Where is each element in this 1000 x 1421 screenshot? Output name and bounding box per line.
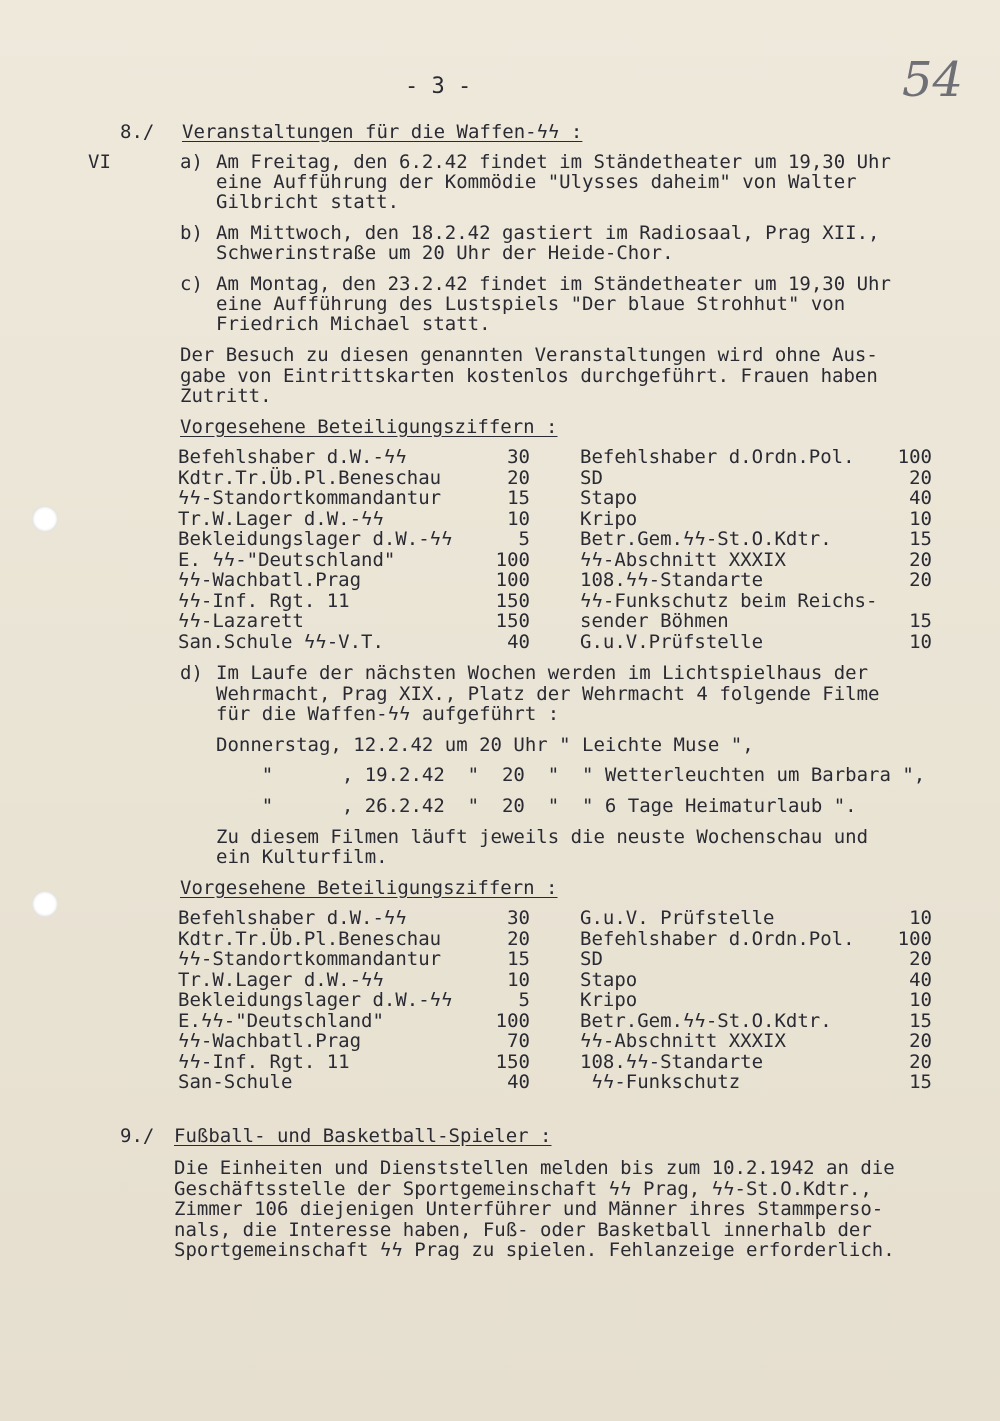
film-schedule-line: " , 26.2.42 " 20 " " 6 Tage Heimaturlaub ".: [216, 795, 857, 817]
table-row-label: Befehlshaber d.Ordn.Pol.: [580, 446, 855, 468]
item-a-label: a): [180, 151, 203, 173]
section8-number: 8./: [120, 121, 155, 143]
section9-line: Zimmer 106 diejenigen Unterführer und Männer ihres Stammperso-: [174, 1198, 884, 1220]
section9-heading: Fußball- und Basketball-Spieler :: [174, 1125, 552, 1147]
table-row-label: San-Schule: [178, 1071, 293, 1093]
table-row-value: 5: [518, 528, 530, 550]
table-row-value: 150: [495, 589, 530, 612]
table-row-label: Kdtr.Tr.Üb.Pl.Beneschau: [178, 927, 442, 950]
table-row-value: 20: [909, 569, 932, 591]
table-row-label: 108.ϟϟ-Standarte: [580, 1050, 764, 1073]
table-row-value: 15: [507, 948, 530, 970]
table-row-label: 108.ϟϟ-Standarte: [580, 569, 764, 591]
table-row-label: ϟϟ-Wachbatl.Prag: [178, 569, 362, 591]
visit-note-line: Der Besuch zu diesen genannten Veranstaltungen wird ohne Aus-: [180, 344, 878, 366]
section8-heading: Veranstaltungen für die Waffen-ϟϟ :: [182, 121, 583, 143]
table-row-label: ϟϟ-Funkschutz beim Reichs-: [580, 589, 878, 612]
section9-line: Die Einheiten und Dienststellen melden bis zum 10.2.1942 an die: [174, 1157, 895, 1179]
table-row-value: 10: [909, 907, 932, 929]
table-row-label: Tr.W.Lager d.W.-ϟϟ: [178, 968, 384, 991]
table-row-value: 20: [507, 927, 530, 950]
table-row-label: Befehlshaber d.W.-ϟϟ: [178, 446, 407, 468]
folio-number: 54: [902, 52, 964, 108]
table-row-value: 15: [909, 528, 932, 550]
table-row-value: 40: [507, 1071, 530, 1093]
item-c-line: Friedrich Michael statt.: [216, 313, 491, 335]
table-row-label: ϟϟ-Inf. Rgt. 11: [178, 1050, 350, 1073]
item-d-line: für die Waffen-ϟϟ aufgeführt :: [216, 703, 560, 725]
table-row-value: 10: [909, 507, 932, 530]
section9-number: 9./: [120, 1125, 155, 1147]
table-row-label: ϟϟ-Standortkommandantur: [178, 487, 442, 509]
table-row-label: Bekleidungslager d.W.-ϟϟ: [178, 528, 453, 550]
table-row-label: SD: [580, 466, 603, 489]
table-row-label: Stapo: [580, 968, 638, 991]
table-row-value: 20: [909, 466, 932, 489]
table-row-value: 10: [507, 968, 530, 991]
table-row-label: ϟϟ-Inf. Rgt. 11: [178, 589, 350, 612]
table-row-label: E. ϟϟ-"Deutschland": [178, 548, 396, 571]
table-row-label: Kdtr.Tr.Üb.Pl.Beneschau: [178, 466, 442, 489]
table-row-label: Kripo: [580, 507, 638, 530]
item-a-line: Gilbricht statt.: [216, 191, 400, 213]
table-row-value: 40: [909, 968, 932, 991]
table-row-label: ϟϟ-Wachbatl.Prag: [178, 1030, 362, 1052]
table-row-label: sender Böhmen: [580, 610, 729, 632]
film-schedule-line: Donnerstag, 12.2.42 um 20 Uhr " Leichte Muse ",: [216, 734, 754, 756]
table-row-value: 20: [909, 1030, 932, 1052]
table-row-value: 15: [909, 610, 932, 632]
table-row-label: G.u.V. Prüfstelle: [580, 907, 775, 929]
punch-hole-top: [32, 506, 58, 532]
table-row-label: ϟϟ-Abschnitt XXXIX: [580, 1030, 786, 1052]
item-b-line: Am Mittwoch, den 18.2.42 gastiert im Radiosaal, Prag XII.,: [216, 222, 880, 244]
table-row-value: 100: [897, 927, 932, 950]
table-row-value: 20: [909, 1050, 932, 1073]
table-row-value: 15: [909, 1009, 932, 1032]
table-row-value: 100: [495, 569, 530, 591]
visit-note-line: gabe von Eintrittskarten kostenlos durchgeführt. Frauen haben: [180, 365, 878, 387]
table-row-label: Stapo: [580, 487, 638, 509]
item-c-label: c): [180, 273, 203, 295]
table1-heading: Vorgesehene Beteiligungsziffern :: [180, 416, 558, 438]
table-row-value: 150: [495, 610, 530, 632]
table-row-value: 10: [909, 989, 932, 1011]
table-row-value: 100: [495, 1009, 530, 1032]
item-b-label: b): [180, 222, 203, 244]
item-b-line: Schwerinstraße um 20 Uhr der Heide-Chor.: [216, 242, 674, 264]
table-row-label: ϟϟ-Abschnitt XXXIX: [580, 548, 786, 571]
table-row-value: 20: [909, 948, 932, 970]
table-row-label: Befehlshaber d.W.-ϟϟ: [178, 907, 407, 929]
table-row-value: 30: [507, 446, 530, 468]
table-row-label: Bekleidungslager d.W.-ϟϟ: [178, 989, 453, 1011]
table-row-value: 100: [495, 548, 530, 571]
film-note-line: Zu diesem Filmen läuft jeweils die neuste Wochenschau und: [216, 826, 869, 848]
table-row-value: 20: [507, 466, 530, 489]
table-row-value: 70: [507, 1030, 530, 1052]
margin-note: VI: [88, 151, 111, 173]
table-row-label: SD: [580, 948, 603, 970]
item-d-label: d): [180, 662, 203, 684]
table-row-label: Betr.Gem.ϟϟ-St.O.Kdtr.: [580, 1009, 832, 1032]
table2-heading: Vorgesehene Beteiligungsziffern :: [180, 877, 558, 899]
table-row-value: 20: [909, 548, 932, 571]
visit-note-line: Zutritt.: [180, 385, 272, 407]
table-row-label: ϟϟ-Funkschutz: [580, 1071, 741, 1093]
table-row-value: 40: [507, 630, 530, 653]
table-row-value: 30: [507, 907, 530, 929]
table-row-label: Kripo: [580, 989, 638, 1011]
table-row-value: 100: [897, 446, 932, 468]
table-row-label: Befehlshaber d.Ordn.Pol.: [580, 927, 855, 950]
section9-line: Sportgemeinschaft ϟϟ Prag zu spielen. Fehlanzeige erforderlich.: [174, 1239, 895, 1261]
film-schedule-line: " , 19.2.42 " 20 " " Wetterleuchten um Barbara ",: [216, 764, 926, 786]
table-row-value: 150: [495, 1050, 530, 1073]
item-a-line: eine Aufführung der Kommödie "Ulysses daheim" von Walter: [216, 171, 857, 193]
section9-line: Geschäftsstelle der Sportgemeinschaft ϟϟ Prag, ϟϟ-St.O.Kdtr.,: [174, 1178, 872, 1200]
item-d-line: Im Laufe der nächsten Wochen werden im Lichtspielhaus der: [216, 662, 869, 684]
table-row-label: E.ϟϟ-"Deutschland": [178, 1009, 384, 1032]
table-row-label: ϟϟ-Lazarett: [178, 610, 304, 632]
table-row-label: G.u.V.Prüfstelle: [580, 630, 764, 653]
item-a-line: Am Freitag, den 6.2.42 findet im Ständetheater um 19,30 Uhr: [216, 151, 891, 173]
table-row-label: ϟϟ-Standortkommandantur: [178, 948, 442, 970]
table-row-label: San.Schule ϟϟ-V.T.: [178, 630, 384, 653]
page-number: - 3 -: [405, 74, 472, 99]
punch-hole-bottom: [32, 891, 58, 917]
table-row-label: Tr.W.Lager d.W.-ϟϟ: [178, 507, 384, 530]
table-row-value: 10: [909, 630, 932, 653]
item-c-line: Am Montag, den 23.2.42 findet im Ständetheater um 19,30 Uhr: [216, 273, 891, 295]
item-d-line: Wehrmacht, Prag XIX., Platz der Wehrmacht 4 folgende Filme: [216, 683, 880, 705]
section9-line: nals, die Interesse haben, Fuß- oder Basketball innerhalb der: [174, 1219, 872, 1241]
table-row-value: 15: [909, 1071, 932, 1093]
table-row-value: 40: [909, 487, 932, 509]
table-row-label: Betr.Gem.ϟϟ-St.O.Kdtr.: [580, 528, 832, 550]
table-row-value: 10: [507, 507, 530, 530]
table-row-value: 15: [507, 487, 530, 509]
film-note-line: ein Kulturfilm.: [216, 846, 388, 868]
table-row-value: 5: [518, 989, 530, 1011]
item-c-line: eine Aufführung des Lustspiels "Der blaue Strohhut" von: [216, 293, 846, 315]
